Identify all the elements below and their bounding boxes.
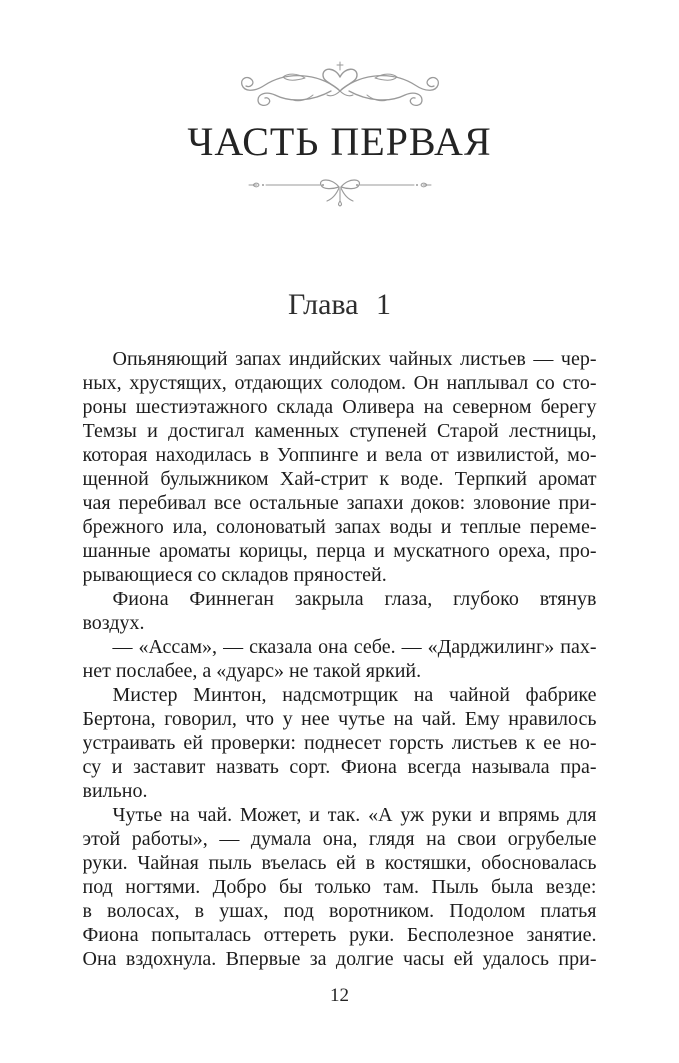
page-number: 12 <box>330 985 349 1006</box>
text-line: щенной булыжником Хай-стрит к воде. Терпкий аромат <box>82 468 597 490</box>
text-line: Чутье на чай. Может, и так. «А уж руки и впрямь для <box>112 804 597 826</box>
text-line: под ногтями. Добро бы только там. Пыль была везде: <box>82 876 597 898</box>
text-line: вильно. <box>82 780 148 802</box>
text-line: этой работы», — думала она, глядя на свои огрубелые <box>82 828 597 850</box>
text-line: су и заставит назвать сорт. Фиона всегда называла пра- <box>82 756 597 778</box>
text-line: Опьяняющий запах индийских чайных листьев — чер- <box>112 348 597 370</box>
paragraph <box>83 683 597 803</box>
text-line: брежного ила, солоноватый запах воды и теплые переме- <box>82 516 597 538</box>
text-line: Фиона Финнеган закрыла глаза, глубоко втянув <box>112 588 597 610</box>
text-line: воздух. <box>82 612 145 634</box>
text-line: которая находилась в Уоппинге и вела от извилистой, мо- <box>82 444 597 466</box>
paragraph <box>83 587 597 635</box>
part-title: ЧАСТЬ ПЕРВАЯ <box>187 119 492 164</box>
text-line: рывающиеся со складов пряностей. <box>82 564 387 586</box>
text-line: роны шестиэтажного склада Оливера на северном берегу <box>82 396 597 418</box>
body-text <box>83 347 597 971</box>
divider-ornament-icon <box>247 174 433 208</box>
paragraph <box>83 803 597 971</box>
text-line: нет послабее, а «дуарс» не такой яркий. <box>82 660 422 682</box>
text-line: Фиона попыталась оттереть руки. Бесполезное занятие. <box>82 924 597 946</box>
text-line: Мистер Минтон, надсмотрщик на чайной фабрике <box>112 684 597 706</box>
text-line: руки. Чайная пыль въелась ей в костяшки, обосновалась <box>82 852 597 874</box>
text-line: устраивать ей проверки: поднесет горсть листьев к ее но- <box>82 732 597 754</box>
paragraph <box>83 347 597 587</box>
flourish-ornament-icon <box>235 60 445 118</box>
text-line: в волосах, в ушах, под воротником. Подолом платья <box>82 900 597 922</box>
text-line: Бертона, говорил, что у нее чутье на чай. Ему нравилось <box>82 708 597 730</box>
text-line: Темзы и достигал каменных ступеней Старой лестницы, <box>82 420 597 442</box>
text-line: Она вздохнула. Впервые за долгие часы ей удалось при- <box>82 948 597 970</box>
text-line: чая перебивал все остальные запахи доков: зловоние при- <box>82 492 597 514</box>
text-line: шанные ароматы корицы, перца и мускатного ореха, про- <box>82 540 597 562</box>
text-line: — «Ассам», — сказала она себе. — «Дарджилинг» пах- <box>112 636 597 658</box>
paragraph <box>83 635 597 683</box>
text-line: ных, хрустящих, отдающих солодом. Он наплывал со сто- <box>82 372 597 394</box>
chapter-title: Глава 1 <box>288 288 391 321</box>
